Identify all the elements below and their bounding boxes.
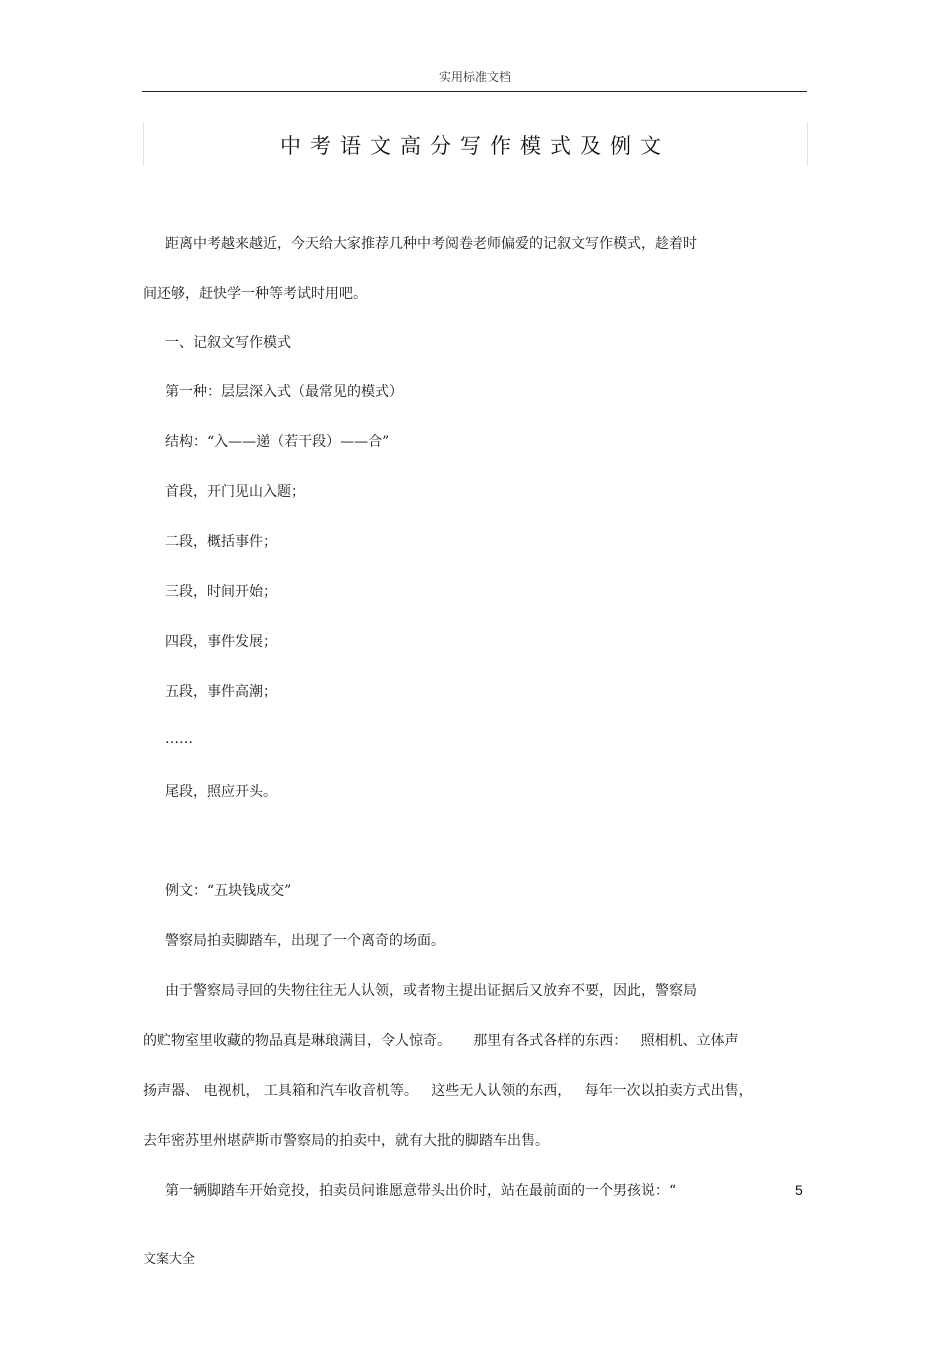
paragraph-line: 间还够，赶快学一种等考试时用吧。	[143, 286, 367, 302]
paragraph-line: 扬声器、 电视机， 工具箱和汽车收音机等。 这些无人认领的东西， 每年一次以拍卖方式出售，	[143, 1083, 753, 1099]
ellipsis-line: ……	[165, 731, 193, 747]
paragraph-line: 距离中考越来越近，今天给大家推荐几种中考阅卷老师偏爱的记叙文写作模式，趁着时	[165, 236, 697, 252]
paragraph-line: 警察局拍卖脚踏车，出现了一个离奇的场面。	[165, 933, 445, 949]
list-item: 二段，概括事件；	[165, 534, 277, 550]
list-item: 首段，开门见山入题；	[165, 484, 305, 500]
list-item: 四段，事件发展；	[165, 634, 277, 650]
paragraph-line: 去年密苏里州堪萨斯市警察局的拍卖中，就有大批的脚踏车出售。	[143, 1133, 549, 1149]
section-heading: 一、记叙文写作模式	[165, 335, 291, 351]
paragraph-line: 由于警察局寻回的失物往往无人认领，或者物主提出证据后又放弃不要，因此，警察局	[165, 983, 697, 999]
paragraph-line: 的贮物室里收藏的物品真是琳琅满目，令人惊奇。 那里有各式各样的东西： 照相机、立体声	[143, 1033, 739, 1049]
list-item: 三段，时间开始；	[165, 584, 277, 600]
header-rule	[142, 91, 807, 92]
list-item: 尾段，照应开头。	[165, 784, 277, 800]
example-heading: 例文：“五块钱成交”	[165, 883, 292, 899]
page-footer: 文案大全	[143, 1252, 196, 1267]
paragraph-line: 结构：“入——递（若干段）——合”	[165, 434, 390, 450]
list-item: 五段，事件高潮；	[165, 684, 277, 700]
page-number: 5	[795, 1182, 803, 1198]
paragraph-line: 第一种：层层深入式（最常见的模式）	[165, 384, 403, 400]
document-title: 中考语文高分写作模式及例文	[280, 134, 670, 158]
paragraph-line: 第一辆脚踏车开始竞投，拍卖员问谁愿意带头出价时，站在最前面的一个男孩说：“	[165, 1183, 677, 1199]
page-header: 实用标准文档	[438, 70, 511, 84]
